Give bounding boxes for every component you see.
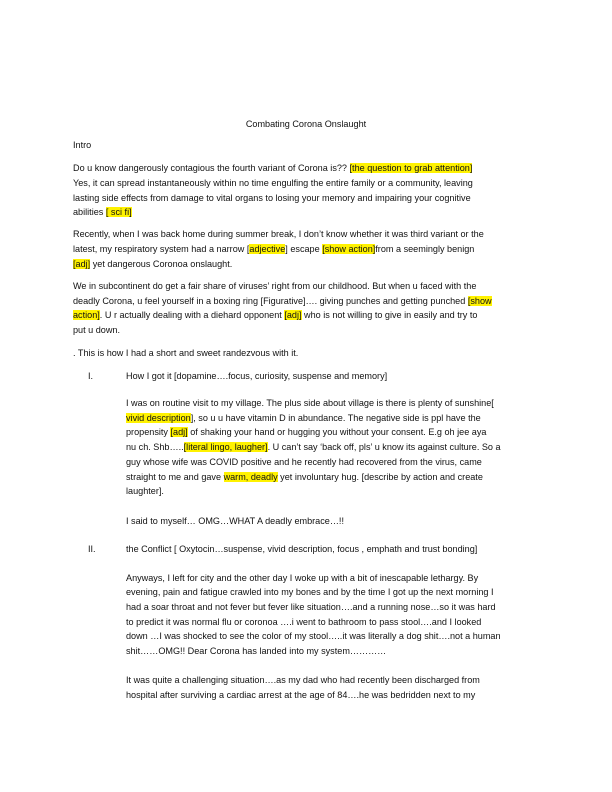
paragraph-3-line-2 [73,295,492,307]
text-run: of shaking your hand or hugging you without your consent. E.g oh jee aya [187,427,487,437]
section-2-heading: the Conflict [ Oxytocin…suspense, vivid description, focus , emphath and trust bonding] [126,544,478,554]
text-run: . U can’t say ‘back off, pls’ u know its against culture. So a [267,442,501,452]
paragraph-3-line-4: put u down. [73,325,121,335]
text-run: . U r actually dealing with a diehard opponent [99,310,285,320]
intro-heading: Intro [73,140,92,150]
section-2-line-5: down …I was shocked to see the color of my stool…..it was literally a dog shit….not a human [126,631,501,641]
highlight-annotation: vivid description [126,413,191,423]
section-2-line-4: to predict it was normal flu or coronoa ….i went to bathroom to pass stool….and I looked [126,617,482,627]
section-1-line-1: I was on routine visit to my village. The plus side about village is there is plenty of sunshine[ [126,398,494,408]
section-2-line-2: evening, pain and fatigue crawled into my bones and by the time I got up the next morning I [126,587,494,597]
section-1-line-2 [126,412,481,424]
text-run: ], so u u have vitamin D in abundance. The negative side is ppl have the [190,413,481,423]
text-run: Do u know dangerously contagious the fourth variant of Corona is?? [73,163,350,173]
paragraph-2-line-3 [73,258,232,270]
section-1-line-6 [126,471,483,483]
text-run: yet dangerous Coronoa onslaught. [90,259,233,269]
text-run: ] escape [285,244,323,254]
text-run: who is not willing to give in easily and try to [301,310,478,320]
text-run: abilities [73,207,106,217]
section-1-line-4 [126,441,501,453]
text-run: yet involuntary hug. [describe by action and create [277,472,483,482]
highlight-annotation: [adj] [73,259,91,269]
text-run: latest, my respiratory system had a narrow [ [73,244,250,254]
section-2-line-1: Anyways, I left for city and the other day I woke up with a bit of inescapable lethargy. By [126,573,479,583]
paragraph-3-line-3 [73,309,477,321]
text-run: propensity [126,427,171,437]
section-1-line-5: guy whose wife was COVID positive and he recently had recovered from the virus, came [126,457,482,467]
highlight-annotation: [show action] [322,244,376,254]
section-2-line-6: shit……OMG!! Dear Corona has landed into my system………… [126,646,387,656]
section-1-numeral: I. [88,371,94,381]
highlight-annotation: [adj] [284,310,302,320]
paragraph-2-line-1: Recently, when I was back home during summer break, I don’t know whether it was third variant or the [73,229,484,239]
section-2-paragraph-2-line-2: hospital after surviving a cardiac arrest at the age of 84….he was bedridden next to my [126,690,476,700]
text-run: nu ch. Shb….. [126,442,184,452]
paragraph-3-line-1: We in subcontinent do get a fair share of viruses’ right from our childhood. But when u faced with the [73,281,477,291]
paragraph-1-line-2: Yes, it can spread instantaneously within no time engulfing the entire family or a community, leaving [73,178,473,188]
section-2-line-3: had a soar throat and not fever but fever like situation….and a running nose…so it was hard [126,602,496,612]
section-2-paragraph-2-line-1: It was quite a challenging situation….as my dad who had recently been discharged from [126,675,480,685]
highlight-annotation: [adj] [170,427,188,437]
section-1-line-7: laughter]. [126,486,164,496]
highlight-annotation: action] [73,310,100,320]
section-2-numeral: II. [88,544,96,554]
highlight-annotation: adjective [249,244,286,254]
paragraph-2-line-2 [73,243,474,255]
paragraph-1-line-4 [73,206,132,218]
highlight-annotation: warm, deadly [223,472,278,482]
text-run: straight to me and gave [126,472,224,482]
section-1-line-3 [126,426,486,438]
highlight-annotation: [literal lingo, laugher] [183,442,268,452]
highlight-annotation: [show [467,296,492,306]
paragraph-1-line-1 [73,162,472,174]
text-run: from a seemingly benign [375,244,475,254]
highlight-annotation: [the question to grab attention] [349,163,473,173]
section-1-heading: How I got it [dopamine….focus, curiosity, suspense and memory] [126,371,388,381]
text-run: deadly Corona, u feel yourself in a boxing ring [Figurative]…. giving punches and getting punched [73,296,468,306]
paragraph-1-line-3: lasting side effects from damage to vital organs to losing your memory and impairing your cognitive [73,193,471,203]
highlight-annotation: [ sci fi] [105,207,132,217]
paragraph-4: . This is how I had a short and sweet randezvous with it. [73,348,299,358]
document-title: Combating Corona Onslaught [245,119,367,129]
section-1-exclamation: I said to myself… OMG…WHAT A deadly embrace…!! [126,516,344,526]
